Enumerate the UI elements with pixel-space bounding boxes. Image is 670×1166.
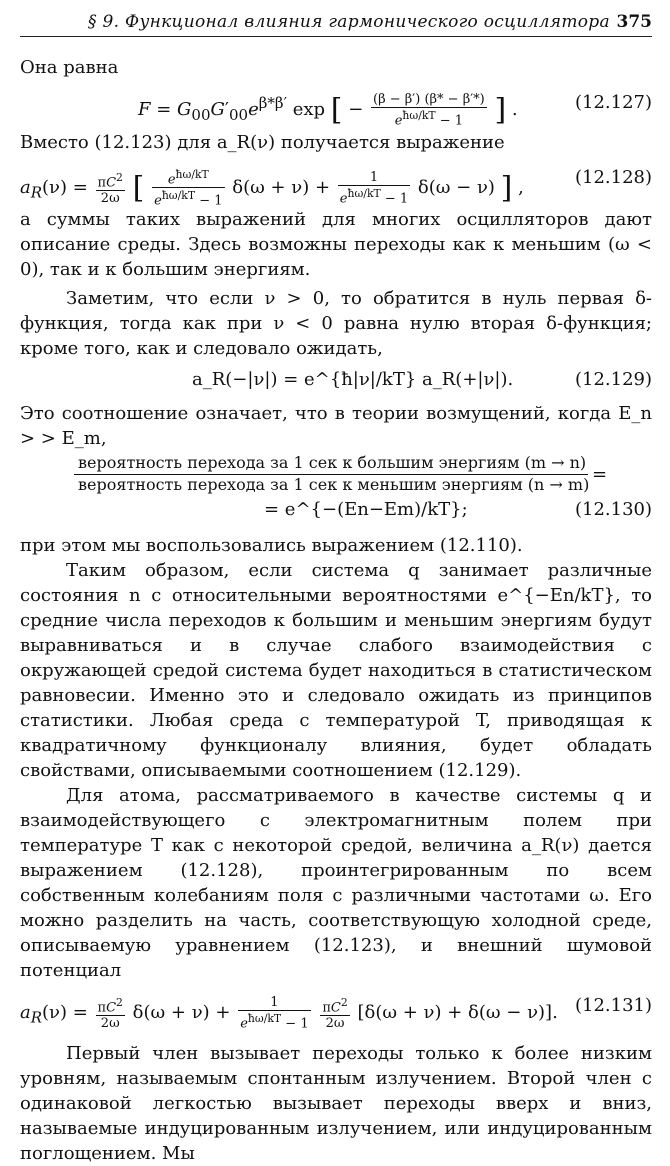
paragraph-3: а суммы таких выражений для многих осцилляторов дают описание среды. Здесь возможны переходы как к меньшим (ω < 0), так и к большим энергиям.	[20, 209, 652, 280]
equation-12-129	[20, 361, 652, 401]
paragraph-5: Это соотношение означает, что в теории возмущений, когда E_n > > E_m,	[20, 403, 652, 449]
equation-12-130	[20, 497, 652, 533]
equation-12-128	[20, 155, 652, 207]
equation-body: = e^{−(En−Em)/kT};	[264, 499, 468, 520]
equation-number: (12.128)	[574, 167, 652, 188]
ratio-numerator: вероятность перехода за 1 сек к большим энергиям (m → n)	[78, 453, 587, 472]
running-header	[20, 8, 652, 37]
paragraph-7: Таким образом, если система q занимает различные состояния n с относительными вероятностями e^{−En/kT}, то средние числа переходов к большим и меньшим энергиям будут выравниваться и в случае слабого взаимодействия с окружающей средой система будет находиться в статистическом равновесии. Именно это и следовало ожидать из принципов статистики. Любая среда с температурой T, приводящая к квадратичному функционалу влияния, будет обладать свойствами, описываемыми соотношением (12.129).	[20, 560, 652, 781]
paragraph-intro: Она равна	[20, 57, 119, 78]
equation-12-131	[20, 983, 652, 1035]
equation-body: a_R(−|ν|) = e^{ħ|ν|/kT} a_R(+|ν|).	[192, 369, 514, 390]
paragraph-4: Заметим, что если ν > 0, то обратится в нуль первая δ-функция, тогда как при ν < 0 равна нулю вторая δ-функция; кроме того, как и следовало ожидать,	[20, 288, 652, 359]
paragraph-6: при этом мы воспользовались выражением (12.110).	[20, 535, 523, 556]
page	[20, 8, 652, 1166]
ratio-denominator: вероятность перехода за 1 сек к меньшим энергиям (n → m)	[78, 475, 590, 494]
equation-number: (12.130)	[574, 499, 652, 520]
equation-number: (12.127)	[574, 92, 652, 113]
paragraph-9: Первый член вызывает переходы только к более низким уровням, называемым спонтанным излучением. Второй член с одинаковой легкостью вызывает переходы вверх и вниз, называемые индуцированным излучением, или индуцированным поглощением. Мы	[20, 1043, 652, 1164]
equation-number: (12.131)	[574, 995, 652, 1016]
equation-number: (12.129)	[574, 369, 652, 390]
equation-body: $a_R(\nu)$ = $\frac{\pi C^2}{2\omega}$ δ(ω + ν) + $\frac{1}{e^{ħ\omega/kT} - 1}$ $\frac{\pi C^2}{2\omega}$ [δ(ω + ν) + δ(ω − ν)].	[20, 995, 558, 1032]
equation-body: $a_R(\nu)$ = $\frac{\pi C^2}{2\omega}$ [ $\frac{e^{ħ\omega/kT}}{e^{ħ\omega/kT} - 1}$ δ(ω + ν) + $\frac{1}{e^{ħ\omega/kT} - 1}$ δ(ω − ν) ] ,	[20, 168, 524, 209]
header-title: § 9. Функционал влияния гармонического осциллятора	[88, 12, 610, 32]
equation-body: $F = G_{00}G'_{00}e^{\beta*\beta'}$ exp [ − $\frac{(\beta - \beta') (\beta* - \beta'*)}{e^{ħ\omega/kT} - 1}$ ] .	[138, 92, 518, 129]
paragraph-8: Для атома, рассматриваемого в качестве системы q и взаимодействующего с электромагнитным полем при температуре T как с некоторой средой, величина a_R(ν) дается выражением (12.128), проинтегрированным по всем собственным колебаниям поля с различными частотами ω. Его можно разделить на часть, соответствующую холодной среде, описываемую уравнением (12.123), и внешний шумовой потенциал	[20, 785, 652, 981]
equation-12-127	[20, 80, 652, 128]
paragraph-2: Вместо (12.123) для a_R(ν) получается выражение	[20, 132, 505, 153]
probability-ratio	[20, 453, 652, 497]
equals-sign: =	[592, 464, 608, 485]
page-number: 375	[616, 12, 652, 32]
